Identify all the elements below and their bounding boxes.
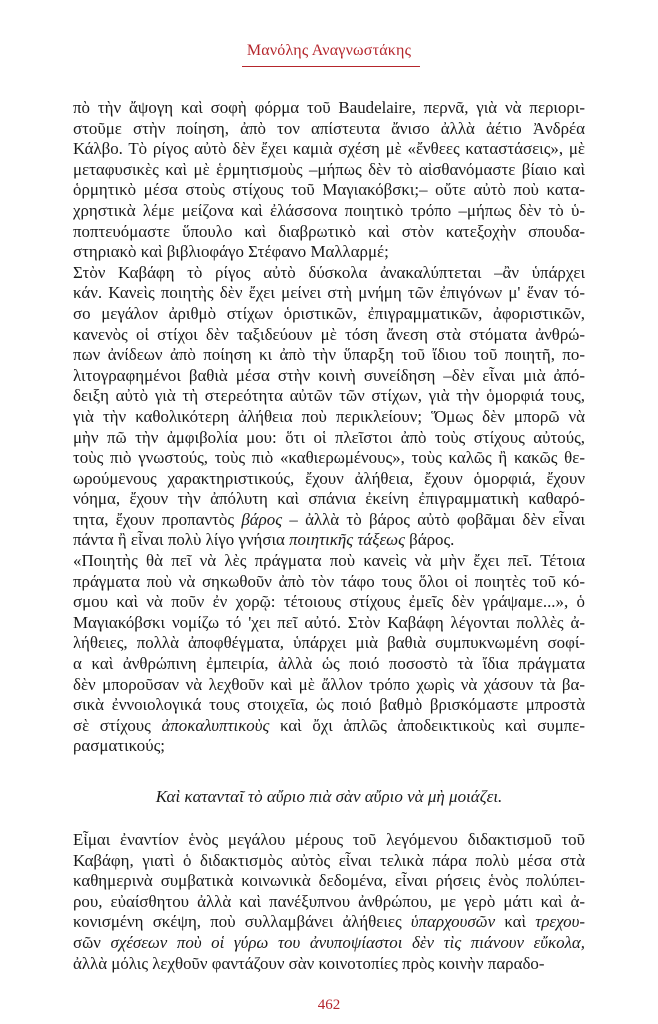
running-head-rule [242,66,420,67]
text-line: ἀλλὰ μόλις λεχθοῦν φαντάζουν σὰν κοινοτοπίες πρὸς κοινὴν παραδο- [73,953,545,973]
text-line: Εἶμαι ἐναντίον ἑνὸς μεγάλου μέρους τοῦ λεγόμενου διδακτισμοῦ τοῦ [73,830,585,849]
text-line: κονισμένη σκέψη, ποὺ συλλαμβάνει ἀλήθειες ὑπαρχουσῶν καὶ τρεχου- [73,912,585,932]
text-line: σικὰ ἐννοιολογικά τους στοιχεῖα, ὡς ποιό βαθμὸ βρισκόμαστε μπροστὰ [73,695,585,715]
text-line: νόημα, ἔχουν τὴν ἀπόλυτη καὶ σπάνια ἐκείνη ἐπιγραμματικὴ καθαρό- [73,489,585,509]
text-line: σο μεγάλον ἀριθμὸ στίχων ὁριστικῶν, ἐπιγραμματικῶν, ἀφοριστικῶν, [73,303,585,323]
text-line: Κάλβο. Τὸ ρίγος αὐτὸ δὲν ἔχει καμιὰ σχέση μὲ «ἔνθεες καταστάσεις», μὲ [73,139,585,159]
text-line: ποπτευόμαστε ὕπουλο καὶ διαβρωτικὸ καὶ στὸν κατεξοχὴν σπουδα- [73,221,585,241]
verse-quotation: Καὶ κατανταῖ τὸ αὔριο πιὰ σὰν αὔριο νὰ μὴ μοιάζει. [155,787,503,806]
text-line: δὲν μποροῦσαν νὰ λεχθοῦν καὶ μὲ ἄλλον τρόπο χωρὶς νὰ χάσουν τὰ βα- [73,674,585,694]
text-line: καθημερινὰ συμβατικὰ κοινωνικὰ δεδομένα, εἶναι ρήσεις ἑνὸς πολύπει- [73,871,585,891]
paragraph [73,263,585,551]
text-line: τοὺς πιὸ γνωστούς, τοὺς πιὸ «καθιερωμένους», τοὺς καλῶς ἢ κακῶς θε- [73,448,585,468]
text-line: «Ποιητὴς θὰ πεῖ νὰ λὲς πράγματα ποὺ κανεὶς νὰ μὴν ἔχει πεῖ. Τέτοια [73,551,585,571]
text-line: τητα, ἔχουν προπαντὸς βάρος – ἀλλὰ τὸ βάρος αὐτὸ φοβᾶμαι δὲν εἶναι [73,509,586,529]
text-line: σὲ στίχους ἀποκαλυπτικοὺς καὶ ὄχι ἁπλῶς ἀποδεικτικοὺς καὶ συμπε- [73,715,585,735]
text-line: γιὰ τὴν καθολικότερη ἀλήθεια ποὺ περικλείουν; Ὅμως δὲν μπορῶ νὰ [73,406,585,426]
text-line: δειξη αὐτὸ γιὰ τὴ στερεότητα αὐτῶν τῶν στίχων, γιὰ τὴν ὁμορφιά τους, [73,386,585,406]
body-text-continued [73,830,585,974]
paragraph [73,551,585,757]
text-line: ωρούμενους χαρακτηριστικούς, ἔχουν ἀλήθεια, ἔχουν ὁμορφιά, ἔχουν [73,468,585,488]
text-line: λιτογραφημένοι βαθιὰ μέσα στὴν κοινὴ συνείδηση –δὲν εἶναι μιὰ ἀπό- [73,365,585,385]
body-text [73,98,585,757]
text-line: ὁρμητικὸ μέσα στοὺς στίχους τοῦ Μαγιακόβσκι;– οὔτε αὐτὸ ποὺ κατα- [73,180,585,200]
text-line: Μαγιακόβσκι νομίζω τό 'χει πεῖ αὐτό. Στὸν Καβάφη λέγονται πολλὲς ἀ- [73,612,585,632]
text-line: χρηστικὰ λέμε μείζονα καὶ ἐλάσσονα ποιητικὸ τρόπο –μήπως δὲν τὸ ὑ- [73,200,585,220]
text-line: στηριακὸ καὶ βιβλιοφάγο Στέφανο Μαλλαρμέ; [73,242,389,262]
text-line: κάν. Κανεὶς ποιητὴς δὲν ἔχει μείνει στὴ μνήμη τῶν ἐπιγόνων μ' ἕναν τό- [73,283,585,303]
text-line: κανενὸς οἱ στίχοι δὲν ταξιδεύουν μὲ τόση ἄνεση στὰ στόματα ἀνθρώ- [73,324,585,344]
text-line: μὴν πῶ τὴν ἀμφιβολία μου: ὅτι οἱ πλεῖστοι ἀπὸ τοὺς στίχους αὐτούς, [73,427,585,447]
running-head: Μανόλης Αναγνωστάκης [246,42,412,59]
paragraph [73,98,585,263]
text-line: πὸ τὴν ἄψογη καὶ σοφὴ φόρμα τοῦ Baudelaire, περνᾶ, γιὰ νὰ περιορι- [73,98,585,117]
text-line: στοῦμε στὴν ποίηση, ἀπὸ τον απίστευτα ἄνισο ἀλλὰ ἀέτιο Ἀνδρέα [73,118,585,138]
text-line: ρου, εὐαίσθητου ἀλλὰ καὶ πανέξυπνου ἀνθρώπου, με γερὸ μάτι καὶ ἀ- [73,891,585,911]
page-number: 462 [317,997,341,1013]
text-line: πων ἀνίδεων ἀπὸ ποίηση κι ἀπὸ τὴν ὕπαρξη τοῦ ἴδιου τοῦ ποιητῆ, πο- [73,345,585,365]
text-line: σμου καὶ νὰ ποῦν ἐν χορῷ: τέτοιους στίχους ἐμεῖς δὲν γράψαμε...», ὁ [73,592,585,612]
text-line: πράγματα ποὺ νὰ σηκωθοῦν ἀπὸ τὸν τάφο τους ὅλοι οἱ ποιητὲς τοῦ κό- [73,571,585,591]
paragraph [73,830,585,974]
text-line: σῶν σχέσεων ποὺ οἱ γύρω του ἀνυποψίαστοι δὲν τὶς πιάνουν εὔκολα, [73,932,585,952]
text-line: ρασματικούς; [73,736,165,756]
text-line: λήθειες, πολλὰ ἀποφθέγματα, ὑπάρχει μιὰ βαθιὰ συμπυκνωμένη σοφί- [73,633,585,653]
text-line: μεταφυσικὲς καὶ μὲ ἑρμητισμοὺς –μήπως δὲν τὸ αἰσθανόμαστε βίαιο καὶ [73,159,585,179]
text-line: α καὶ ἀνθρώπινη ἐμπειρία, ἀλλὰ ὡς ποιό ποσοστὸ τὰ ἴδια πράγματα [73,654,585,674]
text-line: Καβάφη, γιατὶ ὁ διδακτισμὸς αὐτὸς εἶναι τελικὰ πάρα πολὺ μέσα στὰ [73,850,585,870]
text-line: Στὸν Καβάφη τὸ ρίγος αὐτὸ δύσκολα ἀνακαλύπτεται –ἂν ὑπάρχει [73,262,585,282]
text-line: πάντα ἢ εἶναι πολὺ λίγο γνήσια ποιητικῆς τάξεως βάρος. [73,530,455,550]
